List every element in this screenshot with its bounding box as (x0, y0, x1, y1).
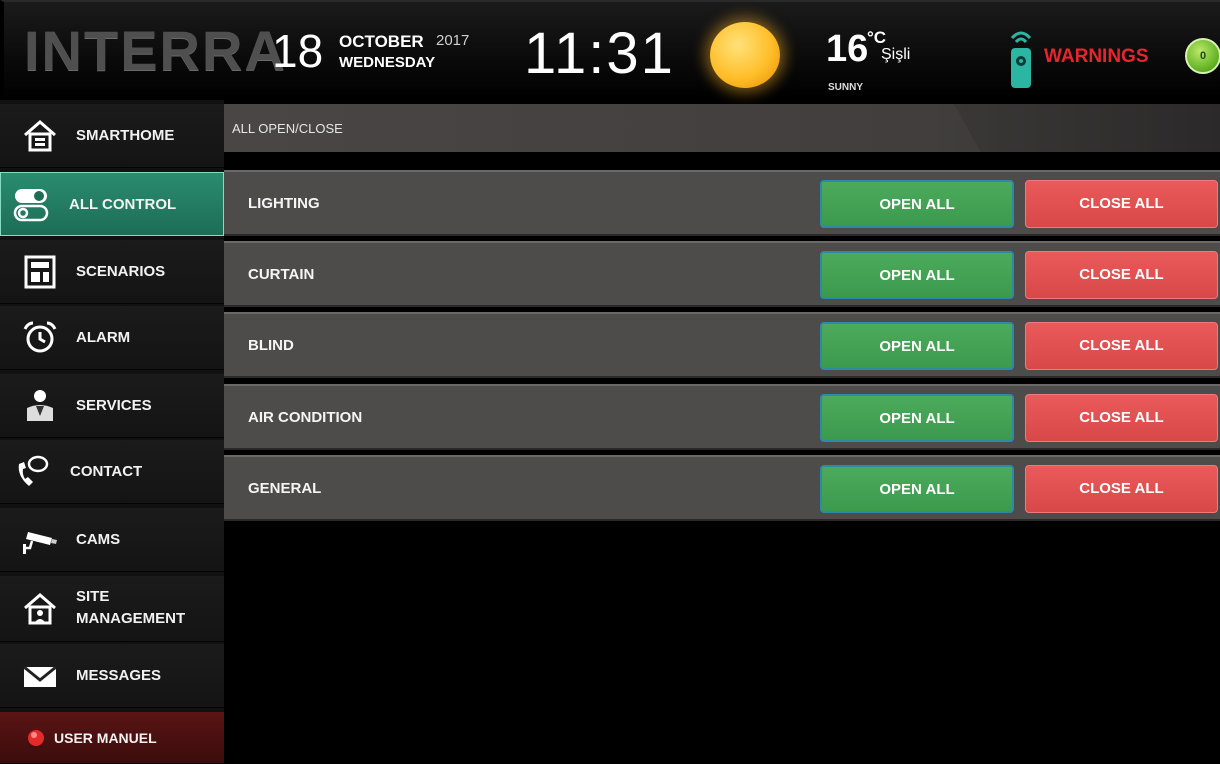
lighting-close-all-button[interactable]: CLOSE ALL (1025, 180, 1218, 228)
service-person-icon (22, 388, 58, 424)
control-row-general (224, 455, 1220, 521)
row-label: AIR CONDITION (248, 409, 363, 426)
sidebar-item-all-control[interactable] (0, 172, 224, 236)
breadcrumb-text: ALL OPEN/CLOSE (232, 121, 343, 136)
remote-control-icon[interactable] (1008, 28, 1034, 90)
sidebar-item-label: SITE (76, 588, 110, 605)
temperature-value: 16 (826, 28, 869, 70)
sidebar-item-cams[interactable] (0, 508, 224, 572)
control-row-lighting (224, 170, 1220, 236)
breadcrumb (224, 104, 1220, 152)
sidebar-item-label: SCENARIOS (76, 263, 166, 280)
sidebar-item-contact[interactable] (0, 440, 224, 504)
scenario-panel-icon (22, 254, 58, 290)
warnings-count-badge[interactable]: 0 (1185, 38, 1220, 74)
sidebar-nav (0, 100, 224, 764)
blind-open-all-button[interactable]: OPEN ALL (820, 322, 1014, 370)
sidebar-item-site-management[interactable] (0, 576, 224, 642)
row-label: LIGHTING (248, 195, 320, 212)
air-condition-close-all-button[interactable]: CLOSE ALL (1025, 394, 1218, 442)
toggle-icon (13, 186, 49, 222)
brand-logo: INTERRA (24, 19, 287, 82)
date-year: 2017 (436, 32, 470, 49)
sidebar-item-user-manual[interactable] (0, 712, 224, 764)
city-name: Şişli (881, 46, 911, 63)
sidebar-item-services[interactable] (0, 374, 224, 438)
envelope-icon (22, 658, 58, 694)
sidebar-item-label-line2: MANAGEMENT (76, 610, 186, 627)
sidebar-item-label: SERVICES (76, 397, 152, 414)
sidebar-item-label: USER MANUEL (54, 729, 157, 746)
red-dot-icon (26, 728, 46, 748)
blind-close-all-button[interactable]: CLOSE ALL (1025, 322, 1218, 370)
clock-time: 11:31 (524, 21, 675, 86)
lighting-open-all-button[interactable]: OPEN ALL (820, 180, 1014, 228)
control-row-air-condition (224, 384, 1220, 450)
air-condition-open-all-button[interactable]: OPEN ALL (820, 394, 1014, 442)
general-open-all-button[interactable]: OPEN ALL (820, 465, 1014, 513)
control-row-curtain (224, 241, 1220, 307)
sun-icon (710, 22, 780, 88)
top-bar (0, 0, 1220, 100)
sidebar-item-smarthome[interactable] (0, 104, 224, 168)
sidebar-item-label: CONTACT (70, 463, 143, 480)
temperature-unit: °C (867, 28, 887, 47)
security-camera-icon (22, 522, 58, 558)
sidebar-item-messages[interactable] (0, 644, 224, 708)
curtain-close-all-button[interactable]: CLOSE ALL (1025, 251, 1218, 299)
sidebar-item-alarm[interactable] (0, 306, 224, 370)
row-label: BLIND (248, 337, 294, 354)
breadcrumb-tab-decoration (954, 104, 1220, 152)
sidebar-item-label: MESSAGES (76, 667, 162, 684)
warnings-label[interactable]: WARNINGS (1044, 46, 1149, 67)
row-label: CURTAIN (248, 266, 315, 283)
alarm-clock-icon (22, 320, 58, 356)
sidebar-item-label: SMARTHOME (76, 127, 175, 144)
control-row-blind (224, 312, 1220, 378)
sidebar-item-label: ALARM (76, 329, 131, 346)
phone-chat-icon (14, 454, 50, 490)
sidebar-item-label: CAMS (76, 531, 121, 548)
sidebar-item-scenarios[interactable] (0, 240, 224, 304)
general-close-all-button[interactable]: CLOSE ALL (1025, 465, 1218, 513)
date-weekday: WEDNESDAY (339, 54, 436, 71)
curtain-open-all-button[interactable]: OPEN ALL (820, 251, 1014, 299)
row-label: GENERAL (248, 480, 322, 497)
weather-condition: SUNNY (828, 82, 864, 93)
date-month: OCTOBER (339, 32, 424, 51)
sidebar-item-label: ALL CONTROL (69, 195, 177, 213)
building-home-icon (22, 591, 58, 627)
date-day: 18 (272, 25, 324, 77)
home-icon (22, 118, 58, 154)
